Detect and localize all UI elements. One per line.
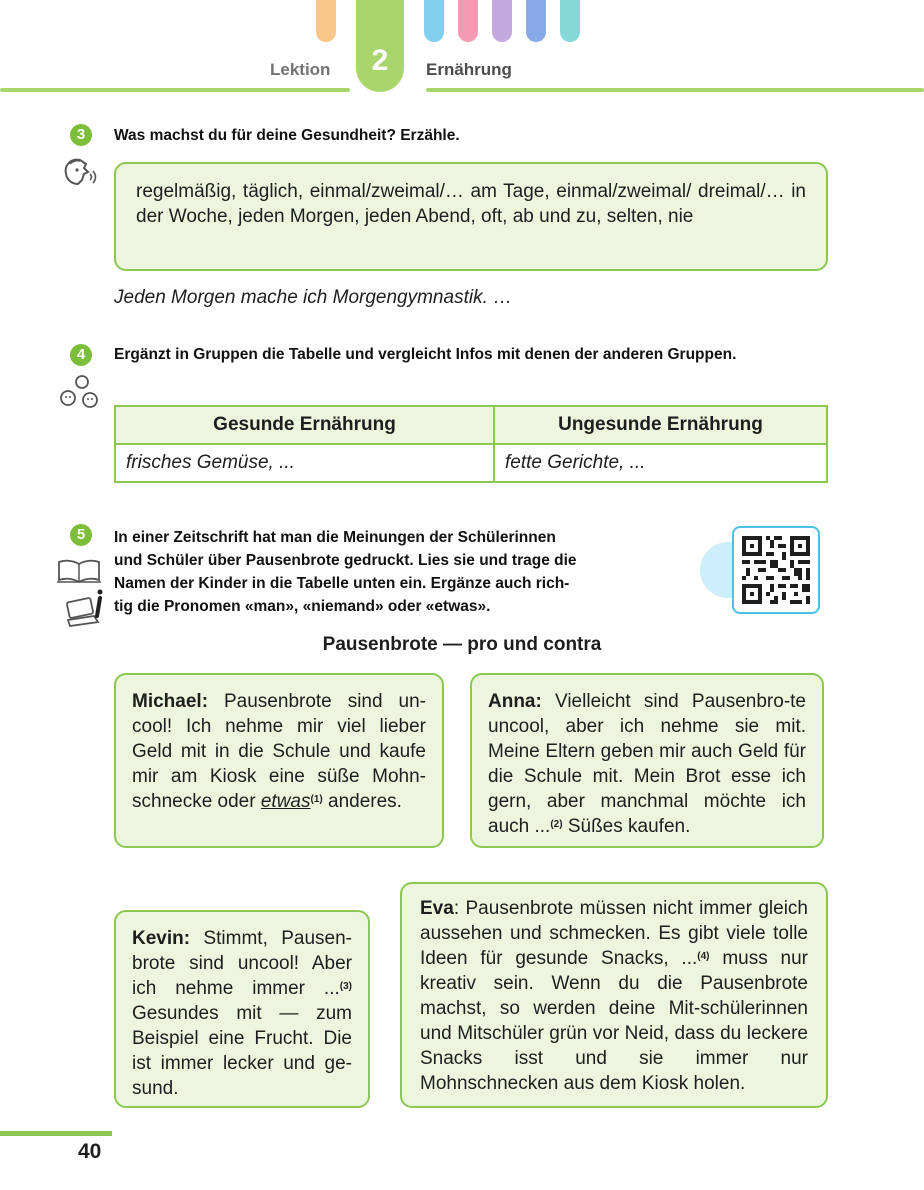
lesson-number-tab — [356, 0, 404, 92]
color-tab-2 — [424, 0, 444, 42]
color-tab-5 — [526, 0, 546, 42]
exercise-5-task-line-2: und Schüler über Pausenbrote gedruckt. Lies sie und trage die — [114, 552, 577, 569]
group-work-icon — [58, 374, 102, 415]
exercise-5-title: Pausenbrote — pro und contra — [322, 634, 602, 655]
opinion-card-anna — [470, 673, 824, 848]
michael-blank-word: etwas — [260, 791, 311, 812]
anna-name: Anna: — [488, 691, 542, 712]
eva-text-1: : Pausenbrote müssen nicht immer gleich aussehen und schmecken. Es gibt viele tolle Ideen für gesunde Snacks, ... — [420, 898, 808, 969]
lesson-number: 2 — [371, 44, 389, 77]
color-tab-3 — [458, 0, 478, 42]
kevin-blank-number: (3) — [339, 981, 352, 992]
exercise-5-task-line-4: tig die Pronomen «man», «niemand» oder «etwas». — [114, 598, 491, 615]
qr-code-icon[interactable] — [732, 526, 820, 614]
anna-text-2: Süßes kaufen. — [562, 816, 691, 837]
opinion-card-kevin — [114, 910, 370, 1108]
color-tab-4 — [492, 0, 512, 42]
header-line-right — [426, 88, 924, 92]
michael-name: Michael: — [132, 691, 209, 712]
exercise-3-example: Jeden Morgen mache ich Morgengymnastik. … — [114, 287, 513, 308]
kevin-name: Kevin: — [132, 928, 191, 949]
kevin-text-1: Stimmt, Pausen-brote sind uncool! Aber ich nehme immer ... — [132, 928, 352, 999]
open-book-icon — [56, 556, 102, 591]
page-number: 40 — [78, 1140, 102, 1163]
footer-bar — [0, 1131, 112, 1136]
michael-text-1: Pausenbrote sind un-cool! Ich nehme mir viel lieber Geld mit in die Schule und kaufe mir am Kiosk eine süße Mohn-schnecke oder — [132, 691, 426, 812]
table-cell-unhealthy: fette Gerichte, ... — [494, 444, 827, 482]
lesson-topic: Ernährung — [426, 60, 512, 79]
eva-text — [420, 896, 808, 1096]
exercise-number-4: 4 — [70, 344, 92, 366]
exercise-5-task-line-1: In einer Zeitschrift hat man die Meinungen der Schülerinnen — [114, 529, 556, 546]
color-tab-1 — [316, 0, 336, 42]
lesson-label: Lektion — [270, 60, 331, 79]
exercise-4-task: Ergänzt in Gruppen die Tabelle und vergleicht Infos mit denen der anderen Gruppen. — [114, 346, 737, 363]
exercise-number-3: 3 — [70, 124, 92, 146]
speaking-face-icon — [62, 156, 102, 193]
michael-text-2: anderes. — [322, 791, 402, 812]
exercise-5-task — [114, 526, 577, 618]
eva-name: Eva — [420, 898, 454, 919]
color-tab-6 — [560, 0, 580, 42]
expression-box-text: regelmäßig, täglich, einmal/zweimal/… am Tage, einmal/zweimal/ dreimal/… in der Woche, jeden Morgen, jeden Abend, oft, ab und zu, selten, nie — [136, 181, 806, 227]
table-cell-healthy: frisches Gemüse, ... — [115, 444, 494, 482]
opinion-card-michael — [114, 673, 444, 848]
table-header-healthy: Gesunde Ernährung — [115, 406, 494, 444]
table-row — [115, 444, 827, 482]
header-line-left — [0, 88, 350, 92]
kevin-text — [132, 926, 352, 1101]
michael-blank-number: (1) — [310, 794, 323, 805]
table-header-unhealthy: Ungesunde Ernährung — [494, 406, 827, 444]
eva-text-2: muss nur kreativ sein. Wenn du die Pausenbrote machst, so werden deine Mit-schülerinnen und Mitschüler grün vor Neid, dass du leckere Snacks isst und sie immer nur Mohnschnecken aus dem Kiosk holen. — [420, 948, 808, 1094]
anna-text — [488, 689, 806, 839]
anna-text-1: Vielleicht sind Pausenbro-te uncool, aber ich nehme sie mit. Meine Eltern geben mir auch Geld für die Schule mit. Mein Brot esse ich gern, aber manchmal möchte ich auch ... — [488, 691, 806, 837]
opinion-card-eva — [400, 882, 828, 1108]
expression-box — [114, 162, 828, 271]
nutrition-table — [114, 405, 828, 483]
eva-blank-number: (4) — [697, 951, 710, 962]
exercise-number-5: 5 — [70, 524, 92, 546]
anna-blank-number: (2) — [550, 819, 563, 830]
michael-text — [132, 689, 426, 814]
kevin-text-2: Gesundes mit — zum Beispiel eine Frucht. Die ist immer lecker und ge-sund. — [132, 1003, 352, 1099]
table-header-row — [115, 406, 827, 444]
laptop-info-icon — [64, 588, 108, 633]
exercise-3-task: Was machst du für deine Gesundheit? Erzähle. — [114, 127, 460, 144]
exercise-5-task-line-3: Namen der Kinder in die Tabelle unten ein. Ergänze auch rich- — [114, 575, 570, 592]
